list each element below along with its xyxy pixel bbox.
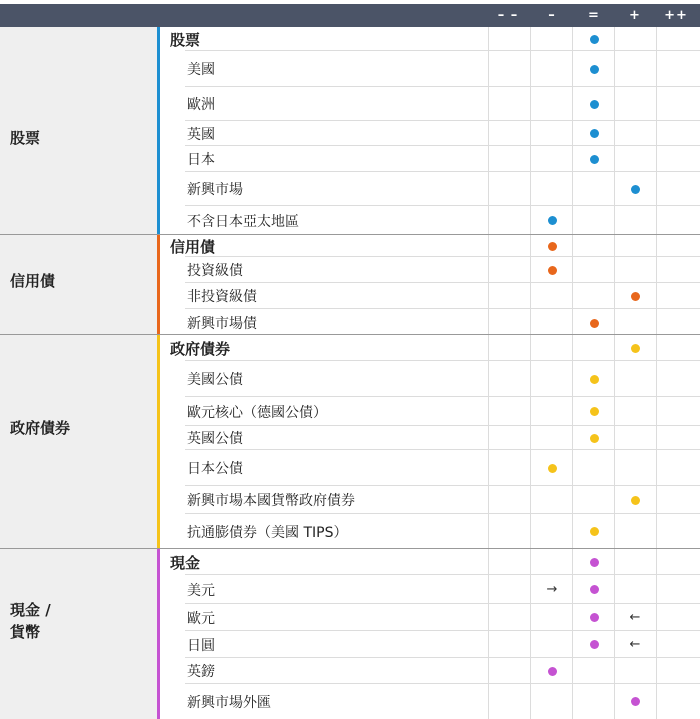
table-row [160,309,700,337]
row-label: 新興市場外匯 [187,694,271,711]
table-row [160,486,700,514]
table-row [160,283,700,309]
category-label: 股票 [170,30,201,49]
table-row [160,631,700,658]
block-label-cell [0,549,157,719]
arrow-left-icon: ← [629,636,641,652]
table-row [160,361,700,397]
rating-dot [548,266,557,275]
rating-dot [590,155,599,164]
rating-dot [590,434,599,443]
table-row [160,121,700,146]
table-row [160,146,700,172]
column-header-3: = [588,8,600,23]
block-government-bonds [0,335,700,549]
row-label: 非投資級債 [187,289,257,305]
rating-dot [590,35,599,44]
arrow-right-icon: → [546,581,558,597]
rating-dot [590,65,599,74]
table-row [160,51,700,87]
table-row [160,450,700,486]
block-label-cell [0,27,157,235]
row-label: 新興市場 [187,182,243,198]
block-cash-fx [0,549,700,719]
category-row [160,335,700,361]
row-label: 日本公債 [187,461,243,477]
table-row [160,426,700,450]
row-label: 新興市場債 [187,316,257,332]
category-row [160,27,700,51]
table-row [160,604,700,631]
arrow-left-icon: ← [629,609,641,625]
rating-dot [590,585,599,594]
category-row [160,235,700,257]
column-header-1: – – [497,8,519,23]
category-label: 現金 [170,553,201,572]
rating-dot [590,640,599,649]
rating-dot [590,375,599,384]
rating-dot [631,185,640,194]
row-label: 美國 [187,62,215,78]
row-label: 日圓 [187,637,215,654]
rating-dot [548,667,557,676]
rating-dot [631,496,640,505]
row-label: 抗通膨債券（美國 TIPS） [187,524,348,541]
block-label: 政府債券 [10,419,71,437]
row-label: 不含日本亞太地區 [187,213,299,230]
rating-dot [590,319,599,328]
table-row [160,87,700,121]
column-header-bar [0,4,700,27]
table-row [160,684,700,719]
block-label-cell [0,335,157,549]
rating-dot [631,697,640,706]
table-row [160,397,700,426]
category-label: 政府債券 [170,339,231,358]
row-label: 歐洲 [187,97,215,113]
rating-dot [590,407,599,416]
row-label: 新興市場本國貨幣政府債券 [187,493,355,509]
rating-dot [631,344,640,353]
row-label: 英國公債 [187,431,243,447]
row-label: 英國 [187,126,215,143]
column-header-4: + [629,8,641,23]
rating-dot [590,129,599,138]
category-label: 信用債 [170,237,216,256]
row-label: 美元 [187,582,215,599]
table-row [160,172,700,206]
block-label-cell [0,235,157,335]
rating-dot [590,100,599,109]
rating-dot [590,613,599,622]
row-label: 英鎊 [187,664,215,680]
rating-dot [590,558,599,567]
category-row [160,549,700,575]
rating-dot [548,464,557,473]
column-header-5: ++ [664,8,688,23]
table-row [160,514,700,549]
block-credit [0,235,700,335]
table-row [160,658,700,684]
row-label: 美國公債 [187,372,243,388]
block-equities [0,27,700,235]
block-label: 現金 / 貨幣 [10,601,51,641]
block-label: 信用債 [10,272,56,290]
row-label: 歐元核心（德國公債） [187,404,327,421]
row-label: 投資級債 [187,263,243,279]
row-label: 日本 [187,152,215,168]
row-label: 歐元 [187,610,215,627]
table-row [160,575,700,604]
block-label: 股票 [10,129,41,147]
column-header-2: – [548,8,556,23]
table-row [160,206,700,235]
rating-dot [548,216,557,225]
rating-dot [590,527,599,536]
rating-dot [548,242,557,251]
table-row [160,257,700,283]
rating-dot [631,292,640,301]
asset-views-table [0,27,700,719]
